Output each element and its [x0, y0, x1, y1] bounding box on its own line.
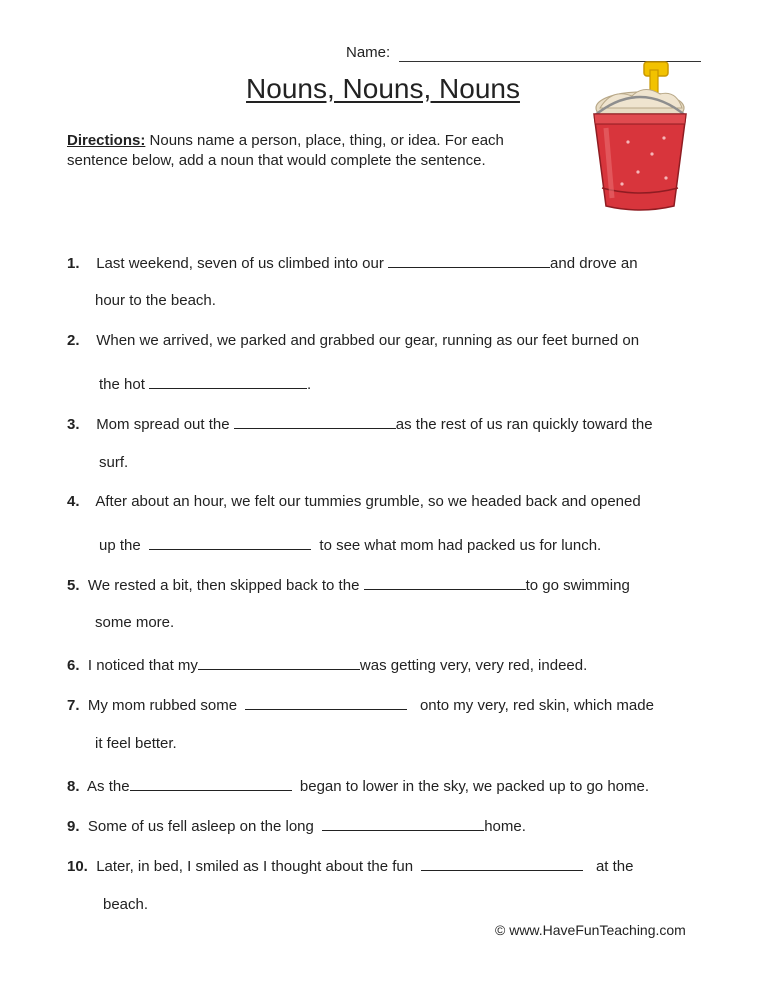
question-9	[67, 814, 526, 837]
answer-blank[interactable]	[130, 774, 292, 791]
answer-blank[interactable]	[364, 573, 526, 590]
question-number: 8.	[67, 778, 80, 795]
question-text: Last weekend, seven of us climbed into our	[96, 255, 384, 272]
answer-blank[interactable]	[322, 814, 484, 831]
question-number: 2.	[67, 332, 80, 349]
directions-label: Directions:	[67, 132, 146, 149]
question-3	[67, 412, 653, 435]
question-10-cont: beach.	[103, 896, 149, 913]
question-2	[67, 331, 639, 351]
copyright-footer: © www.HaveFunTeaching.com	[495, 922, 686, 938]
question-text: .	[307, 376, 312, 393]
question-8	[67, 774, 649, 797]
question-3-cont: surf.	[99, 454, 129, 471]
question-text: as the rest of us ran quickly toward the	[395, 416, 653, 433]
answer-blank[interactable]	[421, 854, 583, 871]
question-5	[67, 573, 630, 596]
directions	[67, 131, 567, 171]
question-text: We rested a bit, then skipped back to the	[87, 577, 360, 594]
question-text: My mom rubbed some	[87, 697, 238, 714]
question-text: to go swimming	[525, 577, 630, 594]
question-text: home.	[484, 818, 526, 835]
question-text: up the	[99, 537, 141, 554]
name-label: Name:	[346, 44, 391, 61]
question-7-cont: it feel better.	[95, 735, 177, 752]
question-4-cont	[99, 533, 601, 556]
question-number: 7.	[67, 697, 80, 714]
question-text: the hot	[99, 376, 145, 393]
question-number: 4.	[67, 493, 80, 510]
question-text: Some of us fell asleep on the long	[87, 818, 314, 835]
question-2-cont	[99, 372, 311, 395]
question-7	[67, 693, 654, 716]
question-6	[67, 653, 587, 676]
page-title: Nouns, Nouns, Nouns	[246, 73, 520, 104]
sand-bucket-icon	[582, 58, 706, 213]
question-text: I noticed that my	[87, 657, 198, 674]
question-5-cont: some more.	[95, 614, 175, 631]
answer-blank[interactable]	[234, 412, 396, 429]
question-1	[67, 251, 638, 274]
question-number: 1.	[67, 255, 80, 272]
question-text: onto my very, red skin, which made	[419, 697, 654, 714]
question-text: Later, in bed, I smiled as I thought about the fun	[96, 858, 414, 875]
question-number: 5.	[67, 577, 80, 594]
question-text: and drove an	[550, 255, 638, 272]
question-number: 3.	[67, 416, 80, 433]
answer-blank[interactable]	[245, 693, 407, 710]
question-text: When we arrived, we parked and grabbed our gear, running as our feet burned on	[96, 332, 640, 349]
question-text: at the	[595, 858, 634, 875]
directions-line2: sentence below, add a noun that would complete the sentence.	[67, 152, 486, 169]
answer-blank[interactable]	[198, 653, 360, 670]
question-number: 9.	[67, 818, 80, 835]
question-text: After about an hour, we felt our tummies grumble, so we headed back and opened	[95, 493, 641, 510]
question-text: was getting very, very red, indeed.	[359, 657, 588, 674]
question-text: began to lower in the sky, we packed up to go home.	[299, 778, 650, 795]
question-4	[67, 492, 641, 512]
question-number: 10.	[67, 858, 88, 875]
answer-blank[interactable]	[149, 372, 307, 389]
answer-blank[interactable]	[149, 533, 311, 550]
question-1-cont: hour to the beach.	[95, 292, 216, 309]
answer-blank[interactable]	[388, 251, 550, 268]
question-text: Mom spread out the	[96, 416, 230, 433]
question-text: to see what mom had packed us for lunch.	[319, 537, 602, 554]
question-text: As the	[87, 778, 130, 795]
question-10	[67, 854, 633, 877]
question-number: 6.	[67, 657, 80, 674]
directions-line1: Nouns name a person, place, thing, or idea. For each	[145, 132, 504, 149]
